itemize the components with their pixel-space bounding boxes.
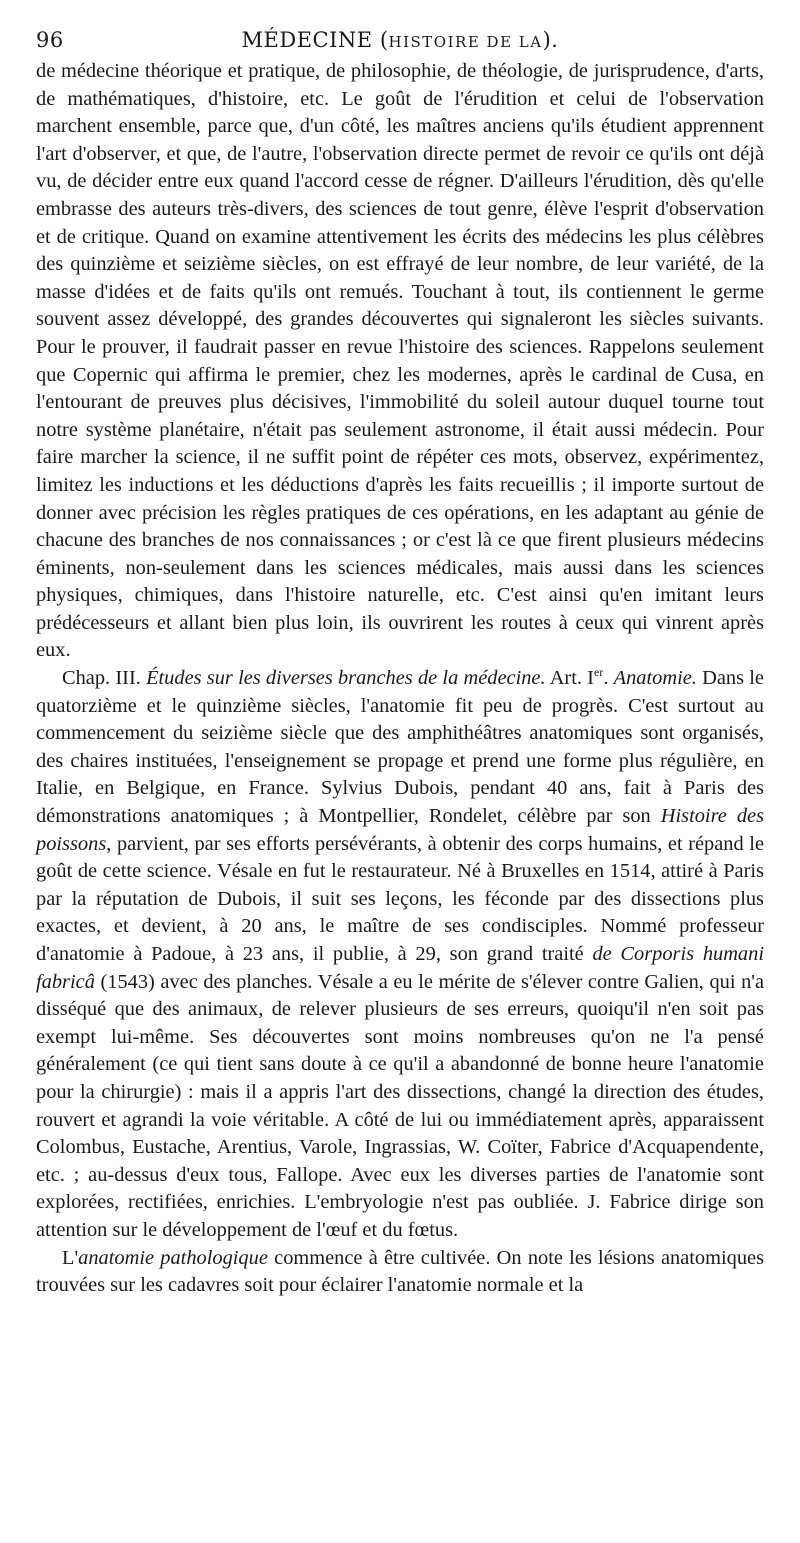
book-title-fabrica: de Corporis humani fabricâ xyxy=(36,943,764,993)
anatomy-text-part-2: , parvient, par ses efforts persévérants, à obtenir des corps humains, et répand le goût de cette science. Vésale en fut le restaurateur. Né à Bruxelles en 1514, attiré à Paris par la réputation de Dubois, il suit ses leçons, les féconde par des dissections plus exactes, et devient, à 20 ans, le maître de ses condisciples. Nommé professeur d'anatomie à Padoue, à 23 ans, il publie, à 29, son grand traité xyxy=(36,832,764,965)
pathology-text: commence à être cultivée. On note les lésions anatomiques trouvées sur les cadavres soit pour éclairer l'anatomie normale et la xyxy=(36,1246,765,1297)
anatomy-text-part-3: (1543) avec des planches. Vésale a eu le mérite de s'élever contre Galien, qui n'a disséqué que des animaux, de relever plusieurs de ses erreurs, quoiqu'il n'en soit pas exempt lui-même. Ses découvertes sont moins nombreuses qu'on ne l'a pensé généralement (ce qui tient sans doute à ce qu'il a abandonné de bonne heure l'anatomie pour la chirurgie) : mais il a appris l'art des dissections, changé la direction des études, rouvert et agrandi la voie véritable. A côté de lui ou immédiatement après, apparaissent Colombus, Eustache, Arentius, Varole, Ingrassias, W. Coïter, Fabrice d'Acquapendente, etc. ; au-dessus d'eux tous, Fallope. Avec eux les diverses parties de l'anatomie sont explorées, rectifiées, enrichies. L'embryologie n'est pas oubliée. J. Fabrice dirige son attention sur le développement de l'œuf et du fœtus. xyxy=(36,970,764,1241)
running-head xyxy=(36,28,764,58)
article-label: Art. I xyxy=(549,667,594,690)
paragraph-pathological-anatomy xyxy=(36,1245,764,1300)
body-text xyxy=(36,58,764,1300)
chapter-title: Études sur les diverses branches de la médecine. xyxy=(146,667,546,690)
article-superscript: er xyxy=(593,665,604,680)
running-title-main: MÉDECINE xyxy=(241,28,373,52)
article-title: Anatomie. xyxy=(613,667,697,690)
paragraph-erudition: de médecine théorique et pratique, de philosophie, de théologie, de jurisprudence, d'arts, de mathématiques, d'histoire, etc. Le goût de l'érudition et celui de l'observation marchent ensemble, parce que, d'un côté, les maîtres anciens qu'ils étudient apprennent l'art d'observer, et que, de l'autre, l'observation directe permet de revoir ce qu'ils ont déjà vu, de décider entre eux quand l'accord cesse de régner. D'ailleurs l'érudition, dès qu'elle embrasse des auteurs très-divers, des sciences de tout genre, élève l'esprit d'observation et de critique. Quand on examine attentivement les écrits des médecins les plus célèbres des quinzième et seizième siècles, on est effrayé de leur nombre, de leur variété, de la masse d'idées et de faits qu'ils ont remués. Touchant à tout, ils contiennent le germe souvent assez développé, des grandes découvertes qui signaleront les siècles suivants. Pour le prouver, il faudrait passer en revue l'histoire des sciences. Rappelons seulement que Copernic qui affirma le premier, chez les modernes, après le cardinal de Cusa, en l'entourant de preuves plus décisives, l'immobilité du soleil autour duquel tourne tout notre système planétaire, n'était pas seulement astronome, il était aussi médecin. Pour faire marcher la science, il ne suffit point de répéter ces mots, observez, expérimentez, limitez les inductions et les déductions d'après les faits recueillis ; il importe surtout de donner avec précision les règles pratiques de ces opérations, en les adaptant au génie de chacune des branches de nos connaissances ; or c'est là ce que firent plusieurs médecins éminents, non-seulement dans les sciences médicales, mais aussi dans les sciences physiques, chimiques, dans l'histoire naturelle, etc. C'est ainsi qu'en imitant leurs prédécesseurs et allant bien plus loin, ils ouvrirent les routes à ceux qui vinrent après eux. xyxy=(36,60,764,662)
running-title-paren-open: ( xyxy=(379,28,389,52)
pathology-term: anatomie pathologique xyxy=(78,1246,268,1269)
chapter-label: Chap. III. xyxy=(62,667,141,690)
pathology-lead: L' xyxy=(62,1246,79,1269)
book-title-poissons: Histoire des poissons xyxy=(36,805,764,855)
running-title-paren-close: ). xyxy=(542,28,559,52)
running-title-sub: HISTOIRE DE LA xyxy=(388,33,543,51)
running-title xyxy=(36,28,764,52)
anatomy-text-part-1: Dans le quatorzième et le quinzième siècles, l'anatomie fit peu de progrès. C'est surtout au commencement du seizième siècle que des amphithéâtres anatomiques sont organisés, des chaires instituées, l'enseignement se propage et prend une forme plus régulière, en Italie, en Belgique, en France. Sylvius Dubois, pendant 40 ans, fait à Paris des démonstrations anatomiques ; à Montpellier, Rondelet, célèbre par son xyxy=(36,667,764,828)
page-number: 96 xyxy=(36,28,64,52)
article-dot: . xyxy=(603,667,609,690)
paragraph-anatomy xyxy=(36,665,764,1244)
